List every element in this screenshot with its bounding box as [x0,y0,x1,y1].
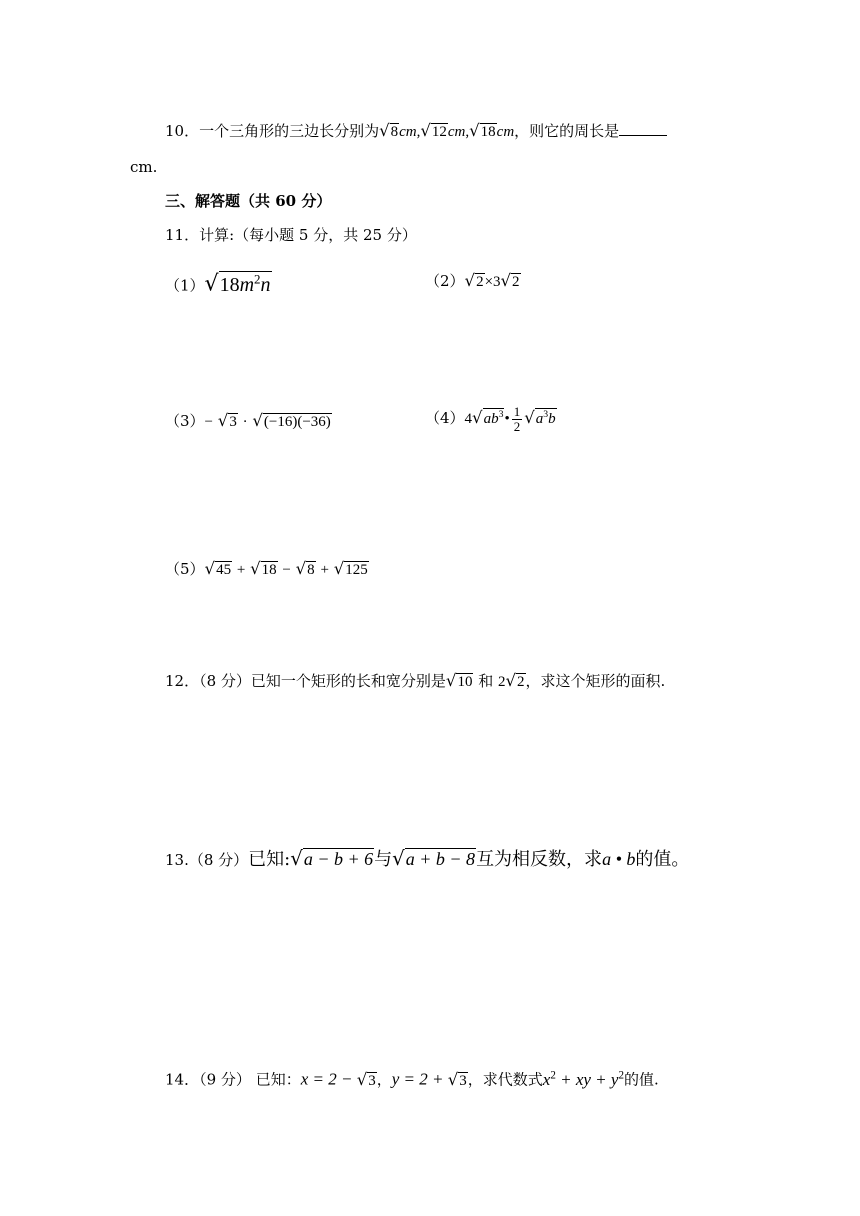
q13-with: 与 [374,849,393,870]
sqrt-expression: √a − b + 6 [290,847,374,870]
sqrt-expression: √125 [333,559,368,578]
q14-separator: ， [376,1070,392,1089]
sqrt-expression: √45 [204,559,232,578]
sqrt-expression: √(−16)(−36) [252,411,331,430]
sqrt-expression: $√a^3b$ [524,408,556,427]
q12-points: （8 分） [199,672,251,690]
q14-expr-mid: + xy + y [555,1069,619,1089]
q13-text-c: 的值。 [635,849,690,870]
answer-blank[interactable] [619,121,667,136]
sqrt-expression: √a + b − 8 [392,847,476,870]
q13-text-b: 互为相反数，求 [476,849,603,870]
q11-number: 11． [165,226,200,244]
q13-points: （8 分） [188,851,249,869]
q14-exp: 2 [618,1069,624,1081]
q14-number: 14． [165,1070,200,1089]
q11-part-5: （5）√45 + √18 − √8 + √125 [165,558,369,581]
sqrt-expression: √8 [295,559,315,578]
q10-text-b: ，则它的周长是 [514,122,620,140]
part-label: （2） [425,272,465,290]
fraction: $\frac{1}{2}$ [513,403,521,434]
part-label: （5） [165,560,205,578]
sqrt-expression: $√18m^2n$ [204,271,271,297]
sqrt-expression: √2 [464,271,484,290]
q13-text-a: 已知: [248,849,291,870]
sqrt-expression: √18 [250,559,277,578]
sqrt-expression: √2 [505,671,525,690]
q12-number: 12． [165,672,200,690]
sqrt-expression: √3 [356,1069,376,1089]
question-13 [165,846,689,873]
sqrt-expression: √3 [217,411,237,430]
q14-expr-x: x [542,1069,551,1089]
q11-part-2: （2）√2×3√2 [425,270,521,293]
question-12: 12．（8 分）已知一个矩形的长和宽分别是√10 和 2√2，求这个矩形的面积. [165,670,665,693]
sqrt-expression: √2 [500,271,520,290]
q12-and: 和 [478,672,494,690]
q14-x-equation: x = 2 − [300,1069,357,1089]
part-label: （1） [165,276,205,295]
q14-expression [543,1070,624,1089]
question-14 [165,1064,659,1092]
sqrt-expression: √18 [469,121,496,140]
sqrt-expression: $√ab^3$ [472,408,504,427]
q14-y-equation: y = 2 + [391,1069,448,1089]
q14-text-b: ，求代数式 [467,1070,543,1089]
q10-text-a: 一个三角形的三边长分别为 [199,122,380,140]
question-10: 10．一个三角形的三边长分别为√8cm,√12cm,√18cm，则它的周长是 [165,120,667,143]
q10-number: 10． [165,122,200,140]
part-label: （3） [165,412,205,430]
q14-exp: 2 [550,1069,556,1081]
q11-text: 计算:（每小题 5 分，共 25 分） [199,226,417,244]
section-title: 三、解答题（共 60 分） [165,192,332,210]
q14-points: （9 分） [199,1070,251,1089]
q14-text-c: 的值. [623,1070,659,1089]
q12-text-b: ，求这个矩形的面积. [525,672,666,690]
q10-tail: cm. [130,158,158,176]
q11-part-4: $(4)4√ab^3•$ $\frac{1}{2}$ $√a^3b$ [425,403,556,434]
sqrt-expression: √8 [379,121,399,140]
q13-number: 13. [165,851,189,869]
q12-text-a: 已知一个矩形的长和宽分别是 [250,672,446,690]
q11-part-1 [165,268,272,297]
sqrt-expression: √10 [445,671,473,690]
sqrt-expression: √12 [420,121,447,140]
q11-part-3: （3）− √3 · √(−16)(−36) [165,410,332,433]
question-11 [165,224,417,246]
q13-expression: a • b [602,849,636,869]
part-label: （4） [425,409,465,427]
sqrt-expression: √3 [447,1069,467,1089]
q14-text-a: 已知： [255,1070,301,1089]
